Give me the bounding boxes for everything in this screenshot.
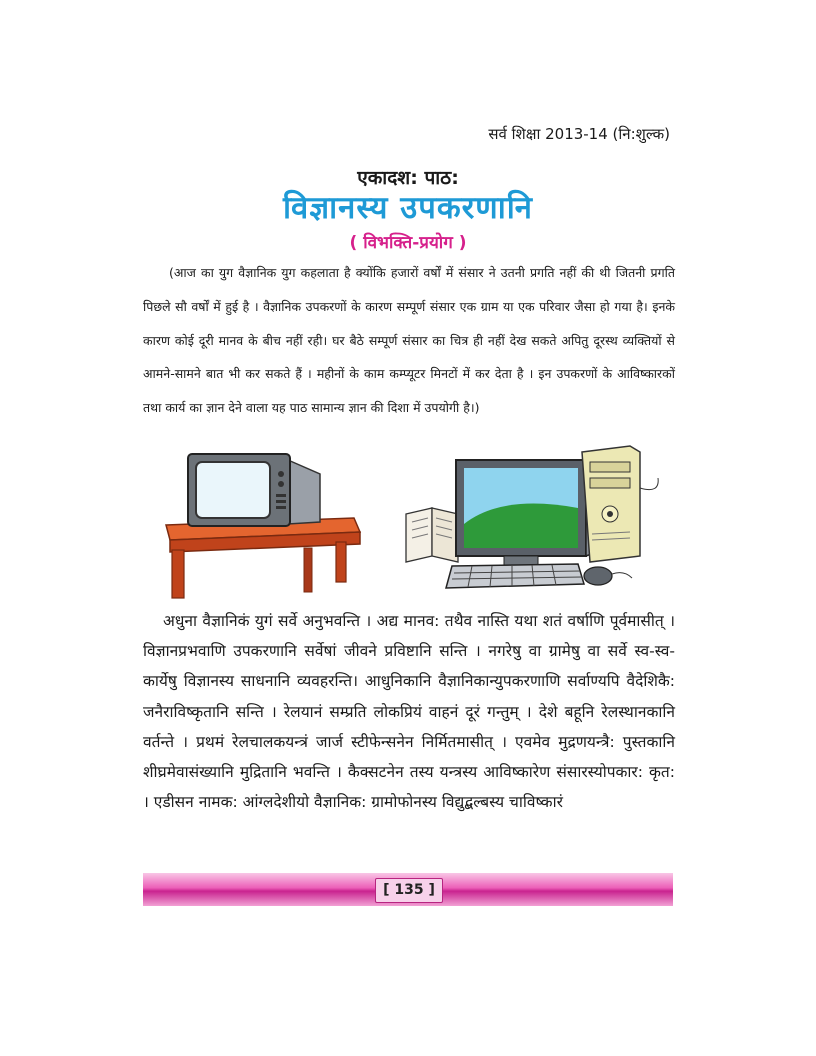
lesson-number: एकादश: पाठ: (357, 167, 459, 189)
table-icon (166, 518, 360, 598)
lesson-title: विज्ञानस्य उपकरणानि (283, 190, 533, 226)
lesson-subtitle: ( विभक्ति-प्रयोग ) (349, 233, 467, 253)
keyboard-icon (446, 564, 584, 588)
books-icon (406, 508, 458, 562)
intro-paragraph: (आज का युग वैज्ञानिक युग कहलाता है क्योंकि हजारों वर्षों में संसार ने उतनी प्रगति नहीं की थी जितनी प्रगति पिछले सौ वर्षों में हुई है । वैज्ञानिक उपकरणों के कारण सम्पूर्ण संसार एक ग्राम या एक परिवार जैसा हो गया है। इनके कारण कोई दूरी मानव के बीच नहीं रही। घर बैठे सम्पूर्ण संसार का चित्र ही नहीं देख सकते अपितु दूरस्थ व्यक्तियों से आमने-सामने बात भी कर सकते हैं । महीनों के काम कम्प्यूटर मिनटों में कर देता है । इन उपकरणों के आविष्कारकों तथा कार्य का ज्ञान देने वाला यह पाठ सामान्य ज्ञान की दिशा में उपयोगी है।) (143, 265, 675, 416)
tv-icon (188, 454, 320, 526)
television-illustration (158, 440, 362, 600)
computer-illustration (392, 438, 674, 598)
main-paragraph: अधुना वैज्ञानिकं युगं सर्वे अनुभवन्ति । अद्य मानव: तथैव नास्ति यथा शतं वर्षाणि पूर्वमासीत् । विज्ञानप्रभवाणि उपकरणानि सर्वेषां जीवने प्रविष्टानि सन्ति । नगरेषु वा ग्रामेषु वा सर्वे स्व-स्व-कार्येषु विज्ञानस्य साधनानि व्यवहरन्ति। आधुनिकानि वैज्ञानिकान्युपकरणाणि सर्वाण्यपि वैदेशिकै: जनैराविष्कृतानि सन्ति । रेलयानं सम्प्रति लोकप्रियं वाहनं दूरं गन्तुम् । देशे बहूनि रेलस्थानकानि वर्तन्ते । प्रथमं रेलचालकयन्त्रं जार्ज स्टीफेन्सनेन निर्मितमासीत् । एवमेव मुद्रणयन्त्रै: पुस्तकानि शीघ्रमेवासंख्यानि मुद्रितानि भवन्ति । कैक्सटनेन तस्य यन्त्रस्य आविष्कारेण संसारस्योपकार: कृत: । एडीसन नामक: आंग्लदेशीयो वैज्ञानिक: ग्रामोफोनस्य विद्युद्बल्बस्य चाविष्कारं (143, 612, 675, 812)
page-number: [ 135 ] (375, 878, 443, 903)
mouse-icon (584, 567, 632, 585)
monitor-icon (456, 460, 602, 572)
page-header: सर्व शिक्षा 2013-14 (नि:शुल्क) (488, 125, 670, 143)
cpu-tower-icon (582, 446, 658, 562)
